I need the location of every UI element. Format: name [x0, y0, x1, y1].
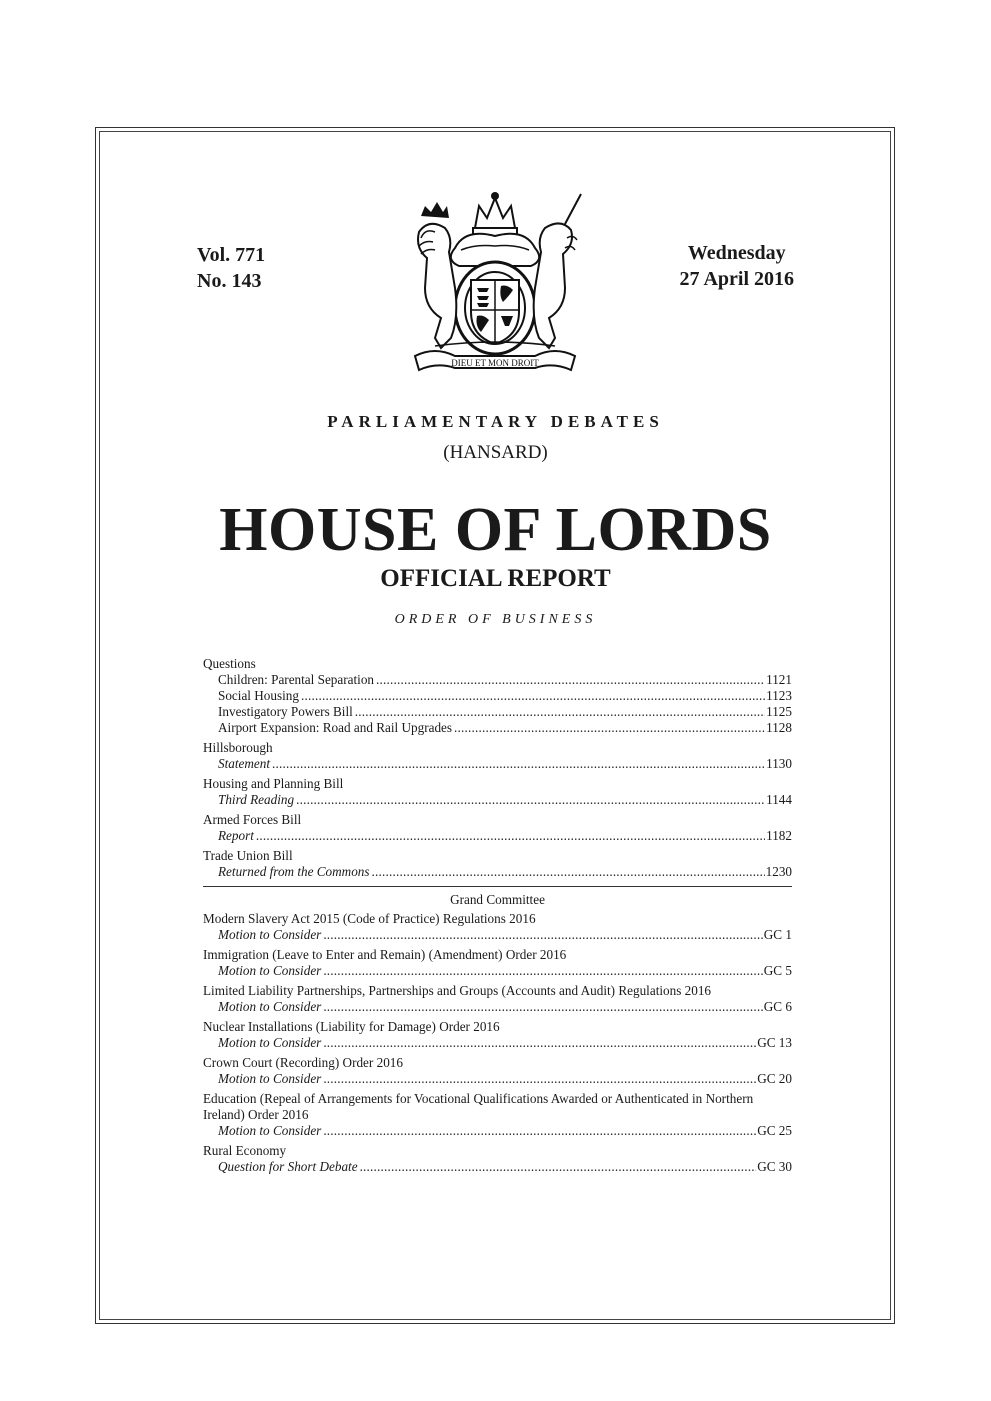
- entry-label: Report: [218, 828, 254, 843]
- dot-leader: [323, 1071, 756, 1087]
- entry-page-number: 1123: [766, 688, 792, 703]
- dot-leader: [355, 704, 765, 720]
- contents-group: [203, 812, 792, 844]
- contents-group: [203, 1143, 792, 1175]
- main-contents: [203, 656, 792, 880]
- entry-page-number: 1182: [766, 828, 792, 843]
- volume-label: Vol. 771: [197, 244, 266, 266]
- contents-heading: Housing and Planning Bill: [203, 776, 344, 791]
- entry-page-number: GC 20: [757, 1071, 792, 1086]
- entry-label: Children: Parental Separation: [218, 672, 375, 687]
- contents-group: [203, 1019, 792, 1051]
- contents-entry: [203, 792, 792, 808]
- contents-heading: Hillsborough: [203, 740, 273, 755]
- entry-label: Motion to Consider: [218, 999, 322, 1014]
- section-divider: [203, 886, 792, 887]
- entry-page-number: GC 13: [757, 1035, 792, 1050]
- entry-page-number: 1230: [765, 864, 792, 879]
- entry-label: Motion to Consider: [218, 1071, 322, 1086]
- contents-entry: [203, 1071, 792, 1087]
- contents-heading: Modern Slavery Act 2015 (Code of Practice) Regulations 2016: [203, 911, 536, 926]
- contents-entry: [203, 927, 792, 943]
- contents-group: [203, 947, 792, 979]
- dot-leader: [323, 1035, 756, 1051]
- contents-entry: [203, 1159, 792, 1175]
- contents-entry: [203, 864, 792, 880]
- contents-entry: [203, 756, 792, 772]
- entry-page-number: 1130: [766, 756, 792, 771]
- contents-entry: [203, 704, 792, 720]
- house-title: HOUSE OF LORDS: [219, 496, 772, 564]
- entry-label: Question for Short Debate: [218, 1159, 358, 1174]
- date-block: [680, 240, 794, 292]
- entry-label: Social Housing: [218, 688, 299, 703]
- grand-committee-contents: [203, 911, 792, 1175]
- dot-leader: [323, 963, 762, 979]
- contents-entry: [203, 999, 792, 1015]
- contents-entry: [203, 688, 792, 704]
- dot-leader: [323, 1123, 756, 1139]
- dot-leader: [360, 1159, 757, 1175]
- contents-entry: [203, 1123, 792, 1139]
- entry-label: Motion to Consider: [218, 1123, 322, 1138]
- volume-number-block: [197, 242, 265, 294]
- contents-group: [203, 740, 792, 772]
- entry-label: Investigatory Powers Bill: [218, 704, 353, 719]
- issue-number-label: No. 143: [197, 270, 262, 292]
- series-title: PARLIAMENTARY DEBATES: [327, 412, 664, 431]
- date-label: 27 April 2016: [679, 268, 794, 290]
- contents-heading: Crown Court (Recording) Order 2016: [203, 1055, 403, 1070]
- order-of-business-title: ORDER OF BUSINESS: [394, 612, 597, 627]
- contents-heading: Nuclear Installations (Liability for Damage) Order 2016: [203, 1019, 500, 1034]
- dot-leader: [296, 792, 765, 808]
- contents-heading: Education (Repeal of Arrangements for Vocational Qualifications Awarded or Authenticated in Northern Ireland) Order 2016: [203, 1091, 754, 1122]
- entry-page-number: GC 5: [763, 963, 792, 978]
- contents-entry: [203, 720, 792, 736]
- entry-page-number: 1125: [766, 704, 792, 719]
- entry-label: Statement: [218, 756, 271, 771]
- contents-heading: Rural Economy: [203, 1143, 287, 1158]
- entry-page-number: GC 6: [763, 999, 792, 1014]
- dot-leader: [301, 688, 765, 704]
- weekday-label: Wednesday: [687, 242, 786, 264]
- dot-leader: [454, 720, 765, 736]
- entry-page-number: GC 1: [763, 927, 792, 942]
- contents-heading: Limited Liability Partnerships, Partnerships and Groups (Accounts and Audit) Regulations 2016: [203, 983, 712, 998]
- entry-page-number: GC 30: [757, 1159, 792, 1174]
- entry-label: Returned from the Commons: [218, 864, 370, 879]
- dot-leader: [323, 999, 762, 1015]
- contents-group: [203, 656, 792, 736]
- entry-label: Third Reading: [218, 792, 295, 807]
- contents-entry: [203, 1035, 792, 1051]
- contents-heading: Armed Forces Bill: [203, 812, 302, 827]
- entry-page-number: 1128: [766, 720, 792, 735]
- contents-group: [203, 983, 792, 1015]
- contents-entry: [203, 963, 792, 979]
- dot-leader: [256, 828, 765, 844]
- contents-entry: [203, 672, 792, 688]
- entry-label: Airport Expansion: Road and Rail Upgrades: [218, 720, 453, 735]
- motto-scroll-text: DIEU ET MON DROIT: [451, 358, 539, 368]
- entry-label: Motion to Consider: [218, 1035, 322, 1050]
- entry-label: Motion to Consider: [218, 963, 322, 978]
- contents-heading: Questions: [203, 656, 256, 671]
- dot-leader: [323, 927, 762, 943]
- contents-group: [203, 911, 792, 943]
- hansard-subtitle: (HANSARD): [443, 442, 548, 463]
- contents-group: [203, 1055, 792, 1087]
- contents-heading: Trade Union Bill: [203, 848, 293, 863]
- entry-page-number: GC 25: [757, 1123, 792, 1138]
- entry-page-number: 1144: [766, 792, 792, 807]
- entry-page-number: 1121: [766, 672, 792, 687]
- contents-entry: [203, 828, 792, 844]
- grand-committee-title: Grand Committee: [450, 892, 545, 907]
- entry-label: Motion to Consider: [218, 927, 322, 942]
- contents-group: [203, 776, 792, 808]
- contents-group: [203, 1091, 792, 1139]
- dot-leader: [272, 756, 765, 772]
- report-title: OFFICIAL REPORT: [380, 565, 611, 592]
- table-of-contents: [203, 656, 792, 1179]
- contents-heading: Immigration (Leave to Enter and Remain) (Amendment) Order 2016: [203, 947, 567, 962]
- dot-leader: [376, 672, 765, 688]
- contents-group: [203, 848, 792, 880]
- royal-coat-of-arms-icon: [395, 188, 595, 374]
- dot-leader: [372, 864, 765, 880]
